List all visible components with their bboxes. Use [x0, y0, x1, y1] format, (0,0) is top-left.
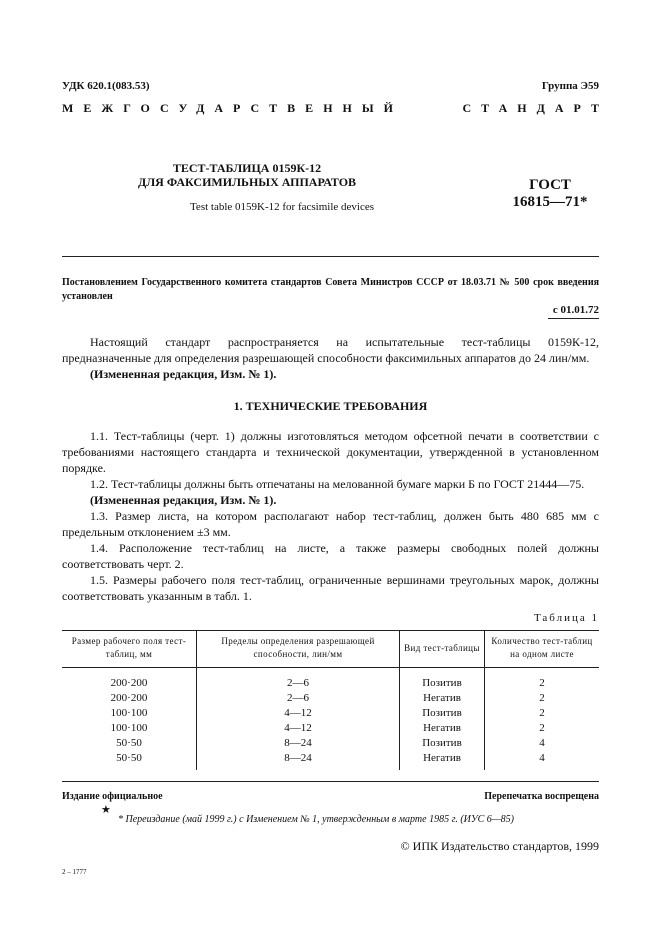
gost-label: ГОСТ [529, 177, 571, 193]
table-row [62, 736, 599, 751]
gost-number: 16815—71* [512, 194, 588, 210]
document-title [62, 161, 432, 189]
table-cell: 50·50 [62, 751, 197, 770]
table-cell: 2 [539, 722, 545, 734]
table-cell: Негатив [400, 751, 485, 770]
table-row [62, 706, 599, 721]
table-header-row [62, 631, 599, 668]
header-rule [62, 256, 599, 257]
table-row [62, 751, 599, 770]
table-cell: Негатив [400, 721, 485, 736]
table-1 [62, 630, 599, 770]
clause-1-4: 1.4. Расположение тест-таблиц на листе, а также размеры свободных полей должны соответствовать черт. 2. [62, 541, 599, 571]
column-header: Пределы определения разрешающей способности, лин/мм [197, 631, 400, 668]
data-table [62, 631, 599, 770]
table-cell: Позитив [400, 706, 485, 721]
footer-rule [62, 781, 599, 782]
title-line-1: ТЕСТ-ТАБЛИЦА 0159К-12 [172, 161, 322, 175]
table-cell: 200·200 [62, 691, 197, 706]
table-cell: 2—6 [197, 691, 400, 706]
table-cell: 200·200 [62, 668, 197, 692]
intro-paragraph: Настоящий стандарт распространяется на испытательные тест-таблицы 0159К-12, предназначенные для определения разрешающей способности факсимильных аппаратов до 24 лин/мм. [62, 335, 599, 365]
english-title: Test table 0159K-12 for facsimile devices [189, 201, 375, 213]
table-cell: Позитив [400, 736, 485, 751]
group-code: Группа Э59 [541, 80, 599, 92]
reissue-note: * Переиздание (май 1999 г.) с Изменением № 1, утвержденным в марте 1985 г. (ИУС 6—85) [118, 814, 515, 825]
table-cell: 4—12 [197, 721, 400, 736]
gost-designation [500, 177, 600, 211]
decree-date: с 01.01.72 [552, 304, 599, 316]
table-cell: 2 [539, 677, 545, 689]
table-cell: 8—24 [197, 736, 400, 751]
copyright: © ИПК Издательство стандартов, 1999 [400, 839, 599, 853]
table-cell: 50·50 [62, 736, 197, 751]
table-row [62, 668, 599, 692]
table-cell: 4—12 [197, 706, 400, 721]
clause-1-2: 1.2. Тест-таблицы должны быть отпечатаны на мелованной бумаге марки Б по ГОСТ 21444—75. [90, 477, 585, 491]
udk-code: УДК 620.1(083.53) [62, 80, 150, 92]
title-line-2: ДЛЯ ФАКСИМИЛЬНЫХ АППАРАТОВ [137, 175, 357, 189]
clause-1-2-amendment: (Измененная редакция, Изм. № 1). [90, 493, 277, 507]
reprint-prohibited: Перепечатка воспрещена [484, 791, 599, 802]
print-code: 2 – 1777 [62, 868, 87, 876]
table-cell: 4 [539, 752, 545, 764]
clause-1-3: 1.3. Размер листа, на котором располагают набор тест-таблиц, должен быть 480 685 мм с предельным отклонением ±3 мм. [62, 509, 599, 539]
intro-block [62, 334, 599, 382]
table-cell: 4 [539, 737, 545, 749]
official-edition: Издание официальное [62, 791, 163, 802]
decree-text: Постановлением Государственного комитета стандартов Совета Министров СССР от 18.03.71 № 500 срок введения установлен [62, 277, 599, 302]
table-cell: 2 [539, 707, 545, 719]
clause-1-1: 1.1. Тест-таблицы (черт. 1) должны изготовляться методом офсетной печати в соответствии с требованиями настоящего стандарта и технической документации, утвержденной в установленном порядке. [62, 429, 599, 475]
table-row [62, 721, 599, 736]
table-cell: Позитив [400, 668, 485, 692]
column-header: Количество тест-таблиц на одном листе [485, 631, 600, 668]
star-icon: ★ [101, 803, 111, 816]
column-header: Размер рабочего поля тест-таблиц, мм [62, 631, 197, 668]
table-cell: 8—24 [197, 751, 400, 770]
table-cell: 2—6 [197, 668, 400, 692]
table-cell: 100·100 [62, 706, 197, 721]
section-heading: 1. ТЕХНИЧЕСКИЕ ТРЕБОВАНИЯ [233, 399, 428, 413]
clause-1-5: 1.5. Размеры рабочего поля тест-таблиц, ограниченные вершинами треугольных марок, должны соответствовать указанным в табл. 1. [62, 573, 599, 603]
header-standard: СТАНДАРТ [462, 101, 609, 115]
column-header: Вид тест-таблицы [400, 631, 485, 668]
section-body [62, 428, 599, 604]
intro-amendment: (Измененная редакция, Изм. № 1). [90, 367, 277, 381]
table-row [62, 691, 599, 706]
header-interstate: МЕЖГОСУДАРСТВЕННЫЙ [62, 101, 403, 115]
table-cell: Негатив [400, 691, 485, 706]
table-caption: Таблица 1 [533, 612, 599, 624]
decree-date-underline [548, 318, 599, 319]
table-cell: 2 [539, 692, 545, 704]
table-cell: 100·100 [62, 721, 197, 736]
